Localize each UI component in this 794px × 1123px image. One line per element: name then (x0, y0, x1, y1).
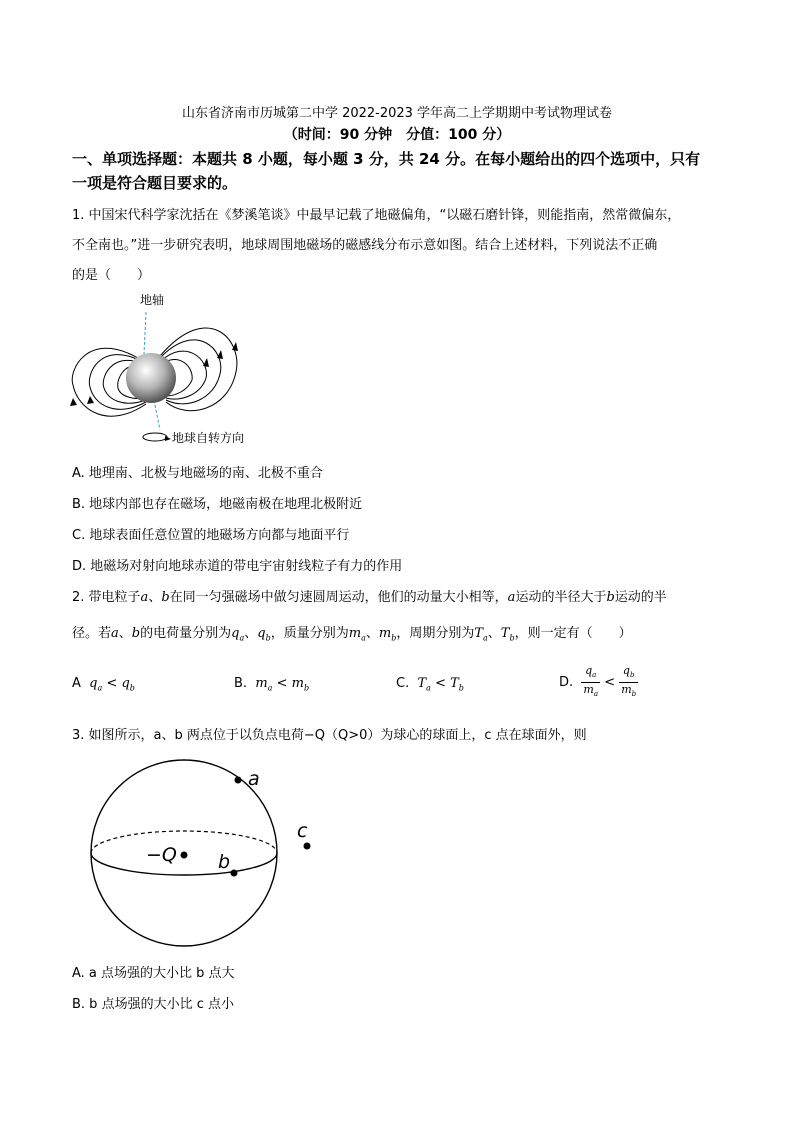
q2-option-d: D. $\frac{q_a}{m_a}$ < $\frac{q_b}{m_b}$ (559, 664, 638, 701)
q3-option-b: B. b 点场强的大小比 c 点小 (72, 997, 234, 1012)
axis-dashed-top (144, 312, 146, 354)
axis-label: 地轴 (140, 293, 165, 307)
point-b (231, 870, 238, 877)
earth-sphere (126, 353, 176, 403)
rotation-ellipse (143, 433, 167, 441)
q1-option-b: B. 地球内部也存在磁场，地磁南极在地理北极附近 (72, 497, 363, 512)
exam-title: 山东省济南市历城第二中学 2022-2023 学年高二上学期期中考试物理试卷 (181, 106, 613, 121)
equator-back (91, 831, 277, 853)
earth-magnetic-field-figure (68, 290, 268, 455)
section-heading-line2: 一项是符合题目要求的。 (72, 174, 238, 192)
q1-option-c: C. 地球表面任意位置的地磁场方向都与地面平行 (72, 528, 350, 543)
label-charge: −Q (146, 844, 177, 866)
q1-text-line3: 的是（ ） (72, 268, 151, 283)
rotation-label: 地球自转方向 (172, 431, 245, 445)
q2-option-b: B. $m_a < m_b$ (234, 676, 310, 693)
point-charge (181, 852, 188, 859)
section-heading-line1: 一、单项选择题：本题共 8 小题，每小题 3 分，共 24 分。在每小题给出的四个选项中，只有 (72, 150, 701, 168)
q1-option-d: D. 地磁场对射向地球赤道的带电宇宙射线粒子有力的作用 (72, 559, 403, 574)
q2-text-line1: 2. 带电粒子a、b在同一匀强磁场中做匀速圆周运动，他们的动量大小相等，a运动的半径大于b运动的半 (72, 590, 667, 605)
fraction-qa-ma: $\frac{q_a}{m_a}$ (583, 664, 599, 699)
q2-option-a: A $q_a < q_b$ (72, 676, 135, 693)
q1-text-line1: 1. 中国宋代科学家沈括在《梦溪笔谈》中最早记载了地磁偏角，“以磁石磨针锋，则能指南，然常微偏东， (72, 208, 681, 223)
exam-subtitle: （时间：90 分钟 分值：100 分） (283, 127, 511, 143)
q1-text-line2: 不全南也。”进一步研究表明，地球周围地磁场的磁感线分布示意如图。结合上述材料，下列说法不正确 (72, 238, 658, 253)
q2-option-c: C. $T_a < T_b$ (396, 676, 464, 693)
label-c: c (297, 820, 308, 842)
axis-dashed-bottom (154, 400, 160, 430)
q3-option-a: A. a 点场强的大小比 b 点大 (72, 966, 235, 981)
q3-text-line1: 3. 如图所示，a、b 两点位于以负点电荷−Q（Q>0）为球心的球面上，c 点在球面外，则 (72, 728, 587, 743)
q1-option-a: A. 地理南、北极与地磁场的南、北极不重合 (72, 466, 323, 481)
sphere-charge-figure (80, 755, 330, 955)
label-b: b (218, 851, 231, 873)
q2-text-line2: 径。若a、b的电荷量分别为$q_a$、$q_b$，质量分别为$m_a$、$m_b$，周期分别为$T_a$、$T_b$，则一定有（ ） (72, 626, 632, 643)
point-c (304, 843, 311, 850)
label-a: a (248, 768, 260, 790)
point-a (235, 777, 242, 784)
rotation-arrow-icon (165, 436, 171, 441)
fraction-qb-mb: $\frac{q_b}{m_b}$ (621, 664, 637, 699)
